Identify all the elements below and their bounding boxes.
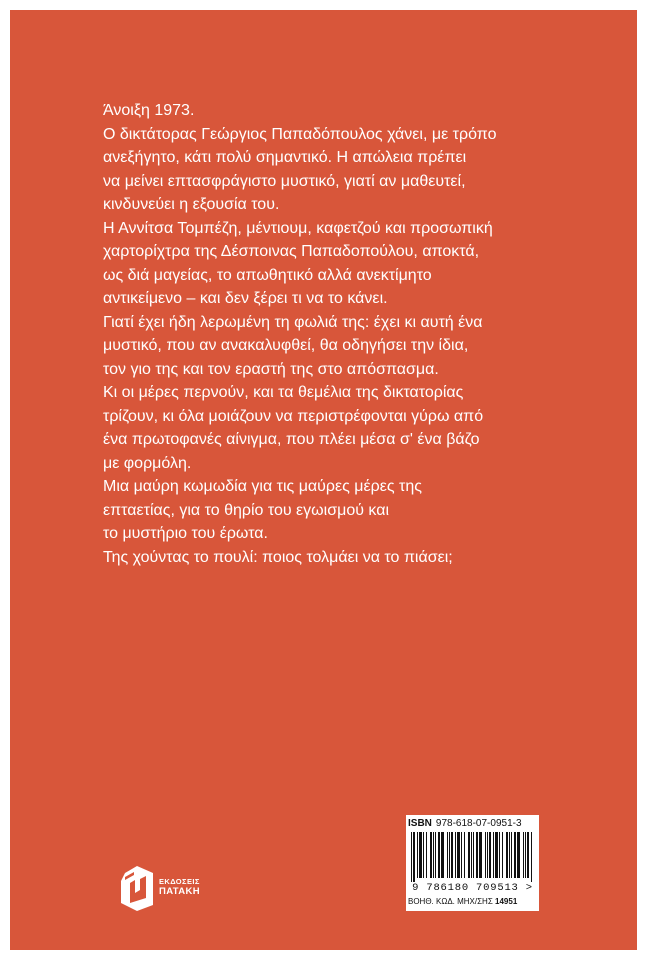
blurb-line: το μυστήριο του έρωτα. <box>103 525 268 542</box>
barcode-bar <box>473 832 474 878</box>
barcode <box>410 832 535 882</box>
publisher-name-top: ΕΚΔΟΣΕΙΣ <box>159 877 200 886</box>
barcode-bar <box>479 832 482 878</box>
publisher-logo-icon <box>117 863 157 913</box>
barcode-bar <box>457 832 460 878</box>
blurb-line: ανεξήγητο, κάτι πολύ σημαντικό. Η απώλεια πρέπει <box>103 149 467 166</box>
internal-code-value: 14951 <box>495 897 518 906</box>
barcode-bar <box>417 832 418 878</box>
barcode-bar <box>464 832 465 878</box>
barcode-bar <box>527 832 529 878</box>
blurb-line: τον γιο της και τον εραστή της στο απόσπασμα. <box>103 360 439 378</box>
barcode-bar <box>517 832 520 878</box>
blurb-line: Ο δικτάτορας Γεώργιος Παπαδόπουλος χάνει, με τρόπο <box>103 125 497 143</box>
isbn-number: 978-618-07-0951-3 <box>435 818 522 829</box>
barcode-bar <box>487 832 488 878</box>
barcode-bar <box>413 832 415 882</box>
isbn-barcode-box <box>406 815 539 911</box>
barcode-bar <box>523 832 524 878</box>
barcode-bar <box>499 832 500 878</box>
barcode-bar <box>441 832 444 878</box>
barcode-bar <box>485 832 486 878</box>
barcode-bar <box>426 832 427 878</box>
barcode-bar <box>471 832 472 878</box>
blurb-line: Άνοιξη 1973. <box>103 102 195 119</box>
publisher-logo <box>117 863 227 913</box>
blurb-line: Κι οι μέρες περνούν, και τα θεμέλια της δικτατορίας <box>103 384 464 401</box>
publisher-name: ΠΑΤΑΚΗ <box>159 886 201 897</box>
barcode-bar <box>433 832 434 878</box>
barcode-bar <box>447 832 448 878</box>
barcode-bar <box>531 832 532 882</box>
barcode-bar <box>514 832 516 878</box>
barcode-bar <box>495 832 498 878</box>
barcode-bar <box>511 832 512 878</box>
blurb-line: επταετίας, για το θηρίο του εγωισμού και <box>103 501 390 519</box>
barcode-bar <box>411 832 412 882</box>
isbn-prefix: ISBN <box>408 818 432 829</box>
blurb-line: να μείνει επτασφράγιστο μυστικό, γιατί αν μαθευτεί, <box>103 172 466 190</box>
barcode-bar <box>451 832 453 878</box>
barcode-bar <box>423 832 424 878</box>
barcode-bar <box>489 832 491 878</box>
blurb-line: με φορμόλη. <box>103 454 192 472</box>
barcode-bar <box>502 832 503 878</box>
barcode-bar <box>438 832 440 878</box>
blurb-line: μυστικό, που αν ανακαλυφθεί, θα οδηγήσει την ίδια, <box>103 337 469 354</box>
blurb-line: ως διά μαγείας, το απωθητικό αλλά ανεκτίμητο <box>103 266 432 284</box>
blurb-line: χαρτορίχτρα της Δέσποινας Παπαδοπούλου, αποκτά, <box>103 243 480 260</box>
blurb-line: ένα πρωτοφανές αίνιγμα, που πλέει μέσα σ' ένα βάζο <box>103 431 480 448</box>
barcode-bar <box>476 832 478 878</box>
book-back-cover <box>10 10 637 950</box>
barcode-bar <box>435 832 436 878</box>
barcode-bar <box>493 832 494 878</box>
internal-code-label: ΒΟΗΘ. ΚΩΔ. ΜΗΧ/ΣΗΣ <box>408 897 493 906</box>
barcode-bar <box>461 832 462 878</box>
blurb-line: αντικείμενο – και δεν ξέρει τι να το κάνει. <box>103 290 388 307</box>
barcode-bar <box>506 832 508 878</box>
barcode-bar <box>509 832 510 878</box>
barcode-digits: 9 786180 709513 > <box>412 882 533 894</box>
barcode-bar <box>449 832 450 878</box>
barcode-bar <box>468 832 470 878</box>
blurb-line: Μια μαύρη κωμωδία για τις μαύρες μέρες της <box>103 478 422 495</box>
barcode-bar <box>455 832 456 878</box>
barcode-bar <box>525 832 526 878</box>
blurb-line: Γιατί έχει ήδη λερωμένη τη φωλιά της: έχει κι αυτή ένα <box>103 313 483 331</box>
internal-code <box>408 897 517 906</box>
blurb-line: κινδυνεύει η εξουσία του. <box>103 196 280 213</box>
barcode-bar <box>419 832 422 878</box>
blurb-text <box>103 99 583 569</box>
barcode-bar <box>430 832 432 878</box>
blurb-line: Της χούντας το πουλί: ποιος τολμάει να το πιάσει; <box>103 548 453 566</box>
isbn-label <box>408 818 522 829</box>
blurb-line: τρίζουν, κι όλα μοιάζουν να περιστρέφονται γύρω από <box>103 407 484 425</box>
blurb-line: Η Αννίτσα Τομπέζη, μέντιουμ, καφετζού και προσωπική <box>103 219 493 237</box>
